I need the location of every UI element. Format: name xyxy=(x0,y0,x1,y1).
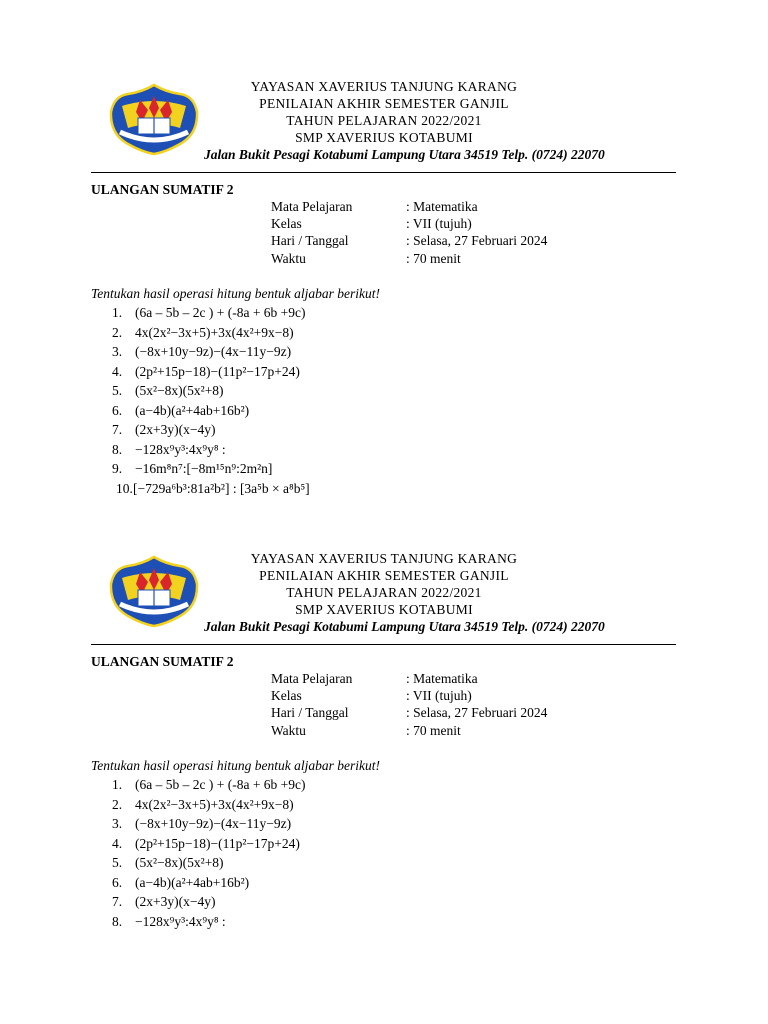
question-number: 7. xyxy=(112,894,123,909)
assessment-name: PENILAIAN AKHIR SEMESTER GANJIL xyxy=(259,96,509,111)
exam-title: ULANGAN SUMATIF 2 xyxy=(91,654,234,669)
question-text: (a−4b)(a²+4ab+16b²) xyxy=(135,402,250,418)
info-label: Waktu xyxy=(271,251,306,266)
info-label: Waktu xyxy=(271,723,306,738)
school-name: SMP XAVERIUS KOTABUMI xyxy=(295,602,473,617)
info-value: : VII (tujuh) xyxy=(406,216,472,231)
academic-year: TAHUN PELAJARAN 2022/2021 xyxy=(286,113,482,128)
info-time xyxy=(271,251,461,267)
info-class xyxy=(271,688,472,704)
exam-title: ULANGAN SUMATIF 2 xyxy=(91,182,234,197)
question-number: 4. xyxy=(112,835,123,851)
foundation-name: YAYASAN XAVERIUS TANJUNG KARANG xyxy=(250,551,518,566)
school-name: SMP XAVERIUS KOTABUMI xyxy=(295,130,473,145)
info-date xyxy=(271,233,548,249)
question-number: 2. xyxy=(112,324,123,340)
question-text: 4x(2x²−3x+5)+3x(4x²+9x−8) xyxy=(135,324,294,340)
question-number: 8. xyxy=(112,441,123,457)
info-class xyxy=(271,216,472,232)
question-text: (6a – 5b – 2c ) + (-8a + 6b +9c) xyxy=(135,777,306,792)
question-text: (2x+3y)(x−4y) xyxy=(135,422,216,437)
question-number: 1. xyxy=(112,305,123,320)
header-divider xyxy=(91,172,676,173)
info-value: : 70 menit xyxy=(406,251,461,266)
foundation-name: YAYASAN XAVERIUS TANJUNG KARANG xyxy=(250,79,518,94)
school-address: Jalan Bukit Pesagi Kotabumi Lampung Utara 34519 Telp. (0724) 22070 xyxy=(204,147,605,162)
info-label: Hari / Tanggal xyxy=(271,233,349,248)
question-number: 4. xyxy=(112,363,123,379)
exam-sheet-1 xyxy=(0,0,768,496)
school-logo xyxy=(108,82,200,156)
info-subject xyxy=(271,199,478,215)
info-label: Kelas xyxy=(271,688,302,703)
instruction-text: Tentukan hasil operasi hitung bentuk aljabar berikut! xyxy=(91,286,380,301)
question-text: −128x⁹y³:4x⁹y⁸ : xyxy=(135,913,226,929)
info-value: : Matematika xyxy=(406,671,478,686)
info-value: : Selasa, 27 Februari 2024 xyxy=(406,705,548,720)
question-text: (a−4b)(a²+4ab+16b²) xyxy=(135,874,250,890)
info-time xyxy=(271,723,461,739)
question-number: 5. xyxy=(112,855,123,870)
exam-sheet-2 xyxy=(0,472,768,944)
info-label: Kelas xyxy=(271,216,302,231)
info-value: : Selasa, 27 Februari 2024 xyxy=(406,233,548,248)
question-number: 7. xyxy=(112,422,123,437)
question-text: −16m⁸n⁷:[−8m¹⁵n⁹:2m²n] xyxy=(135,461,273,476)
question-number: 6. xyxy=(112,402,123,418)
question-number: 8. xyxy=(112,913,123,929)
assessment-name: PENILAIAN AKHIR SEMESTER GANJIL xyxy=(259,568,509,583)
info-date xyxy=(271,705,548,721)
info-label: Hari / Tanggal xyxy=(271,705,349,720)
instruction-text: Tentukan hasil operasi hitung bentuk aljabar berikut! xyxy=(91,758,380,773)
question-number: 6. xyxy=(112,874,123,890)
question-text: (−8x+10y−9z)−(4x−11y−9z) xyxy=(135,816,292,831)
question-number: 3. xyxy=(112,816,123,831)
school-logo xyxy=(108,554,200,628)
question-number: 5. xyxy=(112,383,123,398)
info-value: : Matematika xyxy=(406,199,478,214)
question-number: 2. xyxy=(112,796,123,812)
info-value: : VII (tujuh) xyxy=(406,688,472,703)
question-text: (6a – 5b – 2c ) + (-8a + 6b +9c) xyxy=(135,305,306,320)
question-text: 4x(2x²−3x+5)+3x(4x²+9x−8) xyxy=(135,796,294,812)
question-text: (5x²−8x)(5x²+8) xyxy=(135,383,224,398)
question-text: −128x⁹y³:4x⁹y⁸ : xyxy=(135,441,226,457)
question-text: (2p²+15p−18)−(11p²−17p+24) xyxy=(135,363,300,379)
school-address: Jalan Bukit Pesagi Kotabumi Lampung Utara 34519 Telp. (0724) 22070 xyxy=(204,619,605,634)
header-divider xyxy=(91,644,676,645)
question-text: (−8x+10y−9z)−(4x−11y−9z) xyxy=(135,344,292,359)
info-label: Mata Pelajaran xyxy=(271,199,353,214)
info-subject xyxy=(271,671,478,687)
academic-year: TAHUN PELAJARAN 2022/2021 xyxy=(286,585,482,600)
question-text: [−729a⁶b³:81a²b²] : [3a⁵b × a⁸b⁵] xyxy=(133,480,310,496)
question-number: 9. xyxy=(112,461,123,476)
question-number: 3. xyxy=(112,344,123,359)
info-value: : 70 menit xyxy=(406,723,461,738)
question-text: (2p²+15p−18)−(11p²−17p+24) xyxy=(135,835,300,851)
question-number: 10. xyxy=(116,480,133,496)
question-text: (5x²−8x)(5x²+8) xyxy=(135,855,224,870)
question-text: (2x+3y)(x−4y) xyxy=(135,894,216,909)
info-label: Mata Pelajaran xyxy=(271,671,353,686)
question-number: 1. xyxy=(112,777,123,792)
